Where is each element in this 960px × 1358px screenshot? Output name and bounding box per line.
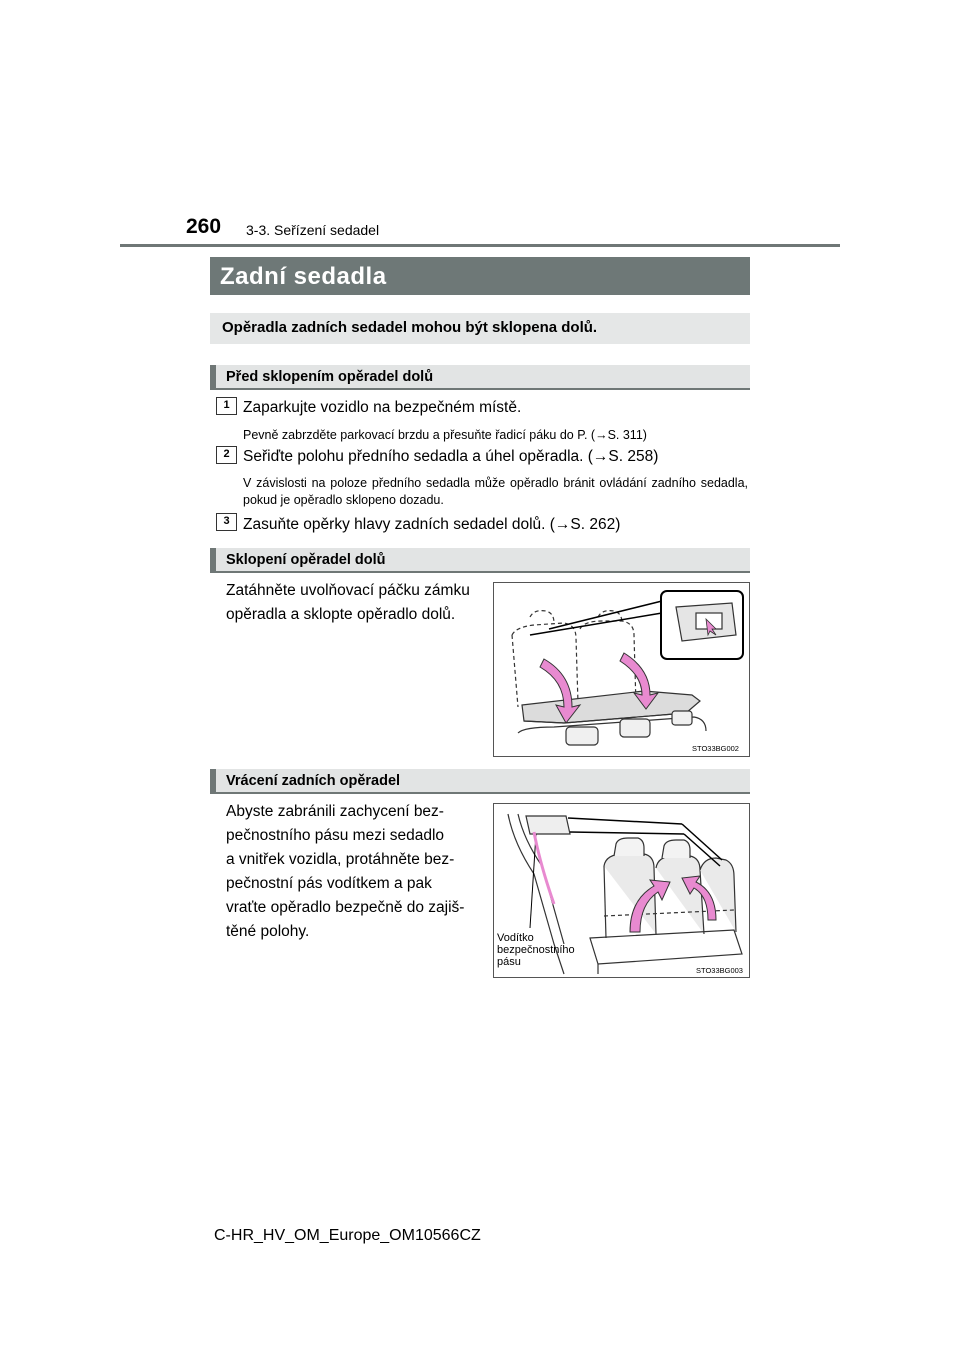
- return-line-1: Abyste zabránili zachycení bez-: [226, 803, 444, 820]
- return-line-2: pečnostního pásu mezi sedadlo: [226, 827, 445, 844]
- fold-line-1: Zatáhněte uvolňovací páčku zámku: [226, 582, 470, 599]
- step-3-text: Zasuňte opěrky hlavy zadních sedadel dolů. (→S. 262): [243, 516, 621, 533]
- step-1-number: 1: [216, 397, 237, 415]
- step-2-note: V závislosti na poloze předního sedadla může opěradlo bránit ovládání zadního sedadla, pokud je opěradlo sklopeno dozadu.: [243, 476, 748, 507]
- subhead-before: [210, 365, 750, 390]
- step-2-number: 2: [216, 446, 237, 464]
- header-divider: [120, 244, 840, 247]
- step-1-note: Pevně zabrzděte parkovací brzdu a přesuňte řadicí páku do P. (→S. 311): [243, 428, 647, 442]
- return-line-6: těné polohy.: [226, 923, 310, 940]
- page-title-bar: [210, 257, 750, 295]
- return-line-4: pečnostní pás vodítkem a pak: [226, 875, 432, 892]
- subhead-fold-label: Sklopení opěradel dolů: [226, 552, 386, 568]
- seatbelt-guide-label: [497, 932, 575, 968]
- guide-label-line-1: Vodítko: [497, 932, 534, 944]
- page-number: 260: [186, 215, 222, 238]
- guide-label-line-2: bezpečnostního: [497, 944, 575, 956]
- page-title: Zadní sedadla: [220, 263, 387, 290]
- section-title: 3-3. Seřízení sedadel: [246, 222, 380, 238]
- step-1-text: Zaparkujte vozidlo na bezpečném místě.: [243, 399, 522, 416]
- fold-instruction: [226, 579, 488, 627]
- fold-seats-illustration: [494, 583, 749, 756]
- fold-line-2: opěradla a sklopte opěradlo dolů.: [226, 606, 456, 623]
- figure-2-code: STO33BG003: [696, 966, 743, 975]
- return-line-5: vraťte opěradlo bezpečně do zajiš-: [226, 899, 465, 916]
- subhead-fold: [210, 548, 750, 573]
- intro-text: Opěradla zadních sedadel mohou být sklopena dolů.: [222, 319, 598, 336]
- figure-return-seats: [493, 803, 750, 978]
- subhead-return-label: Vrácení zadních opěradel: [226, 773, 401, 789]
- subhead-before-label: Před sklopením opěradel dolů: [226, 369, 434, 385]
- step-3-number: 3: [216, 513, 237, 531]
- return-line-3: a vnitřek vozidla, protáhněte bez-: [226, 851, 455, 868]
- figure-1-code: STO33BG002: [692, 744, 739, 753]
- return-instruction: [226, 800, 488, 944]
- guide-label-line-3: pásu: [497, 956, 521, 968]
- figure-fold-seats: [493, 582, 750, 757]
- footer-doc-code: C-HR_HV_OM_Europe_OM10566CZ: [214, 1227, 481, 1244]
- subhead-return: [210, 769, 750, 794]
- step-2-text: Seřiďte polohu předního sedadla a úhel opěradla. (→S. 258): [243, 448, 659, 465]
- intro-box: [210, 313, 750, 344]
